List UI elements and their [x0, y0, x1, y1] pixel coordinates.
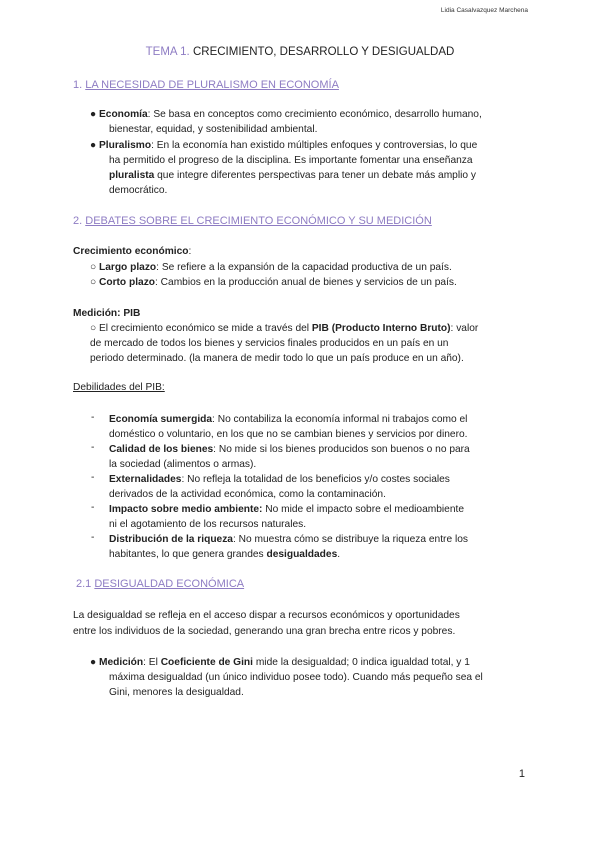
- dash-bullet: -: [91, 412, 95, 423]
- section-2-1-number: 2.1: [76, 578, 92, 590]
- text: mide la desigualdad; 0 indica igualdad total, y 1: [252, 657, 470, 668]
- dash-bullet: -: [91, 472, 95, 483]
- title-number: TEMA 1.: [145, 46, 190, 58]
- text: : No mide si los bienes producidos son buenos o no para: [213, 444, 470, 455]
- term: Distribución de la riqueza: [109, 534, 233, 545]
- page-number: 1: [518, 768, 525, 780]
- list-item-cont: ha permitido el progreso de la disciplina. Es importante fomentar una enseñanza: [109, 155, 473, 166]
- term: pluralista: [109, 170, 155, 181]
- list-item: ● Medición: El Coeficiente de Gini mide la desigualdad; 0 indica igualdad total, y 1: [90, 657, 470, 668]
- text: : Cambios en la producción anual de bienes y servicios de un país.: [155, 277, 457, 288]
- text: .: [337, 549, 341, 560]
- list-item-cont: bienestar, equidad, y sostenibilidad ambiental.: [109, 124, 318, 135]
- list-item-cont: [109, 547, 340, 562]
- section-1-heading: [73, 79, 339, 91]
- text: : No contabiliza la economía informal ni trabajos como el: [212, 414, 468, 425]
- list-item: [109, 412, 467, 427]
- label: Medición: PIB: [73, 308, 141, 319]
- list-item-cont: doméstico o voluntario, en los que no se cambian bienes y servicios por dinero.: [109, 429, 468, 440]
- section-2-1-heading: [76, 578, 244, 590]
- term: Impacto sobre medio ambiente:: [109, 504, 263, 515]
- term: Pluralismo: [98, 140, 152, 151]
- text: : No muestra cómo se distribuye la riqueza entre los: [232, 534, 468, 545]
- term: Largo plazo: [98, 262, 157, 273]
- term: Calidad de los bienes: [109, 444, 214, 455]
- text: ○ El crecimiento económico se mide a través del: [90, 323, 312, 334]
- term: Medición: [98, 657, 144, 668]
- list-item-cont: Gini, menores la desigualdad.: [109, 687, 244, 698]
- list-item-cont: máxima desigualdad (un único individuo posee todo). Cuando más pequeño sea el: [109, 672, 483, 683]
- paragraph-line: entre los individuos de la sociedad, generando una gran brecha entre ricos y pobres.: [73, 626, 456, 637]
- debilidades-label: Debilidades del PIB:: [73, 382, 165, 393]
- text: habitantes, lo que genera grandes: [109, 549, 267, 560]
- section-2-number: 2.: [73, 215, 83, 227]
- title-text: CRECIMIENTO, DESARROLLO Y DESIGUALDAD: [192, 46, 455, 58]
- list-item: [109, 502, 464, 517]
- pib-line: [90, 321, 478, 336]
- text: : El: [143, 657, 161, 668]
- list-item-cont: ni el agotamiento de los recursos naturales.: [109, 519, 307, 530]
- list-item: ○ Largo plazo: Se refiere a la expansión de la capacidad productiva de un país.: [90, 262, 452, 273]
- author-name: Lidia Casalvazquez Marchena: [440, 7, 528, 14]
- paragraph-line: La desigualdad se refleja en el acceso dispar a recursos económicos y oportunidades: [73, 610, 460, 621]
- term: Economía sumergida: [109, 414, 213, 425]
- colon: :: [188, 246, 192, 257]
- dash-bullet: -: [91, 442, 95, 453]
- text: No mide el impacto sobre el medioambiente: [262, 504, 465, 515]
- text: que integre diferentes perspectivas para tener un debate más amplio y: [154, 170, 476, 181]
- section-2-title: DEBATES SOBRE EL CRECIMIENTO ECONÓMICO Y SU MEDICIÓN: [85, 215, 432, 227]
- term: Corto plazo: [98, 277, 156, 288]
- section-1-title: LA NECESIDAD DE PLURALISMO EN ECONOMÍA: [85, 79, 339, 91]
- pib-label: [73, 306, 140, 321]
- list-item-cont: derivados de la actividad económica, como la contaminación.: [109, 489, 386, 500]
- list-item: ○ Corto plazo: Cambios en la producción anual de bienes y servicios de un país.: [90, 277, 457, 288]
- list-item: [109, 532, 468, 547]
- section-1-number: 1.: [73, 79, 83, 91]
- pib-line: periodo determinado. (la manera de medir todo lo que un país produce en un año).: [90, 353, 464, 364]
- list-item-cont: la sociedad (alimentos o armas).: [109, 459, 257, 470]
- text: : valor: [450, 323, 479, 334]
- term: Externalidades: [109, 474, 182, 485]
- text: : En la economía han existido múltiples enfoques y controversias, lo que: [151, 140, 478, 151]
- text: : Se refiere a la expansión de la capacidad productiva de un país.: [156, 262, 452, 273]
- section-2-1-title: DESIGUALDAD ECONÓMICA: [94, 578, 245, 590]
- text: : No refleja la totalidad de los beneficios y/o costes sociales: [181, 474, 450, 485]
- label: Crecimiento económico: [73, 246, 189, 257]
- term: Coeficiente de Gini: [160, 657, 253, 668]
- section-2-heading: [73, 215, 432, 227]
- dash-bullet: -: [91, 502, 95, 513]
- list-item: [109, 442, 470, 457]
- text: : Se basa en conceptos como crecimiento económico, desarrollo humano,: [147, 109, 482, 120]
- term: desigualdades: [266, 549, 338, 560]
- term: PIB (Producto Interno Bruto): [311, 323, 451, 334]
- dash-bullet: -: [91, 532, 95, 543]
- page-title: [0, 46, 600, 58]
- list-item: ● Pluralismo: En la economía han existido múltiples enfoques y controversias, lo que: [90, 140, 478, 151]
- pib-line: de mercado de todos los bienes y servicios finales producidos en un país en un: [90, 338, 449, 349]
- crecimiento-label: [73, 244, 191, 259]
- list-item: [109, 472, 450, 487]
- term: Economía: [98, 109, 148, 120]
- list-item-cont: democrático.: [109, 185, 168, 196]
- list-item-cont: [109, 168, 476, 183]
- list-item: ● Economía: Se basa en conceptos como crecimiento económico, desarrollo humano,: [90, 109, 482, 120]
